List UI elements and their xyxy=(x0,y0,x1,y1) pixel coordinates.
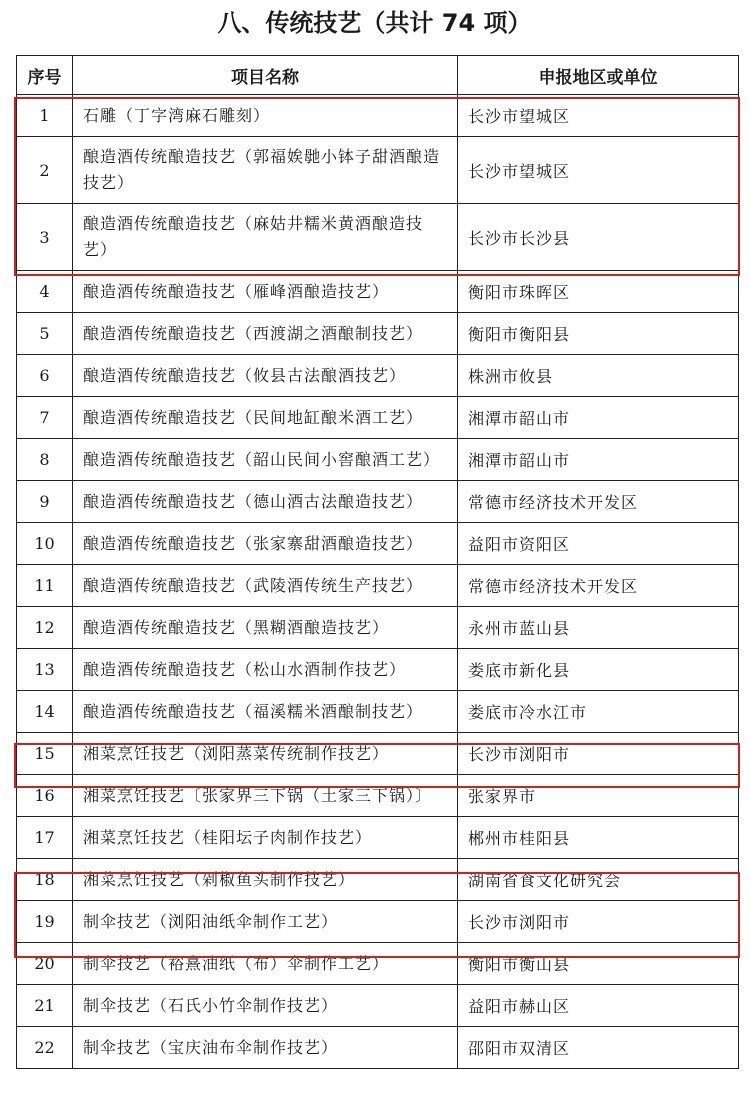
region-name: 衡阳市衡山县 xyxy=(458,943,739,985)
project-name: 制伞技艺（宝庆油布伞制作技艺） xyxy=(73,1027,458,1069)
row-number: 9 xyxy=(17,481,73,523)
row-number: 7 xyxy=(17,397,73,439)
project-name: 酿造酒传统酿造技艺（张家寨甜酒酿造技艺） xyxy=(73,523,458,565)
project-name: 酿造酒传统酿造技艺（攸县古法酿酒技艺） xyxy=(73,355,458,397)
row-number: 16 xyxy=(17,775,73,817)
region-name: 株洲市攸县 xyxy=(458,355,739,397)
region-name: 衡阳市珠晖区 xyxy=(458,271,739,313)
table-row xyxy=(17,439,739,481)
region-name: 湘潭市韶山市 xyxy=(458,439,739,481)
row-number: 13 xyxy=(17,649,73,691)
table-row xyxy=(17,523,739,565)
region-name: 邵阳市双清区 xyxy=(458,1027,739,1069)
project-name: 酿造酒传统酿造技艺（武陵酒传统生产技艺） xyxy=(73,565,458,607)
region-name: 湖南省食文化研究会 xyxy=(458,859,739,901)
row-number: 17 xyxy=(17,817,73,859)
region-name: 益阳市资阳区 xyxy=(458,523,739,565)
region-name: 郴州市桂阳县 xyxy=(458,817,739,859)
region-name: 长沙市长沙县 xyxy=(458,204,739,271)
table-row xyxy=(17,271,739,313)
region-name: 常德市经济技术开发区 xyxy=(458,481,739,523)
row-number: 8 xyxy=(17,439,73,481)
project-name: 酿造酒传统酿造技艺（松山水酒制作技艺） xyxy=(73,649,458,691)
row-number: 10 xyxy=(17,523,73,565)
table-row xyxy=(17,985,739,1027)
table-row xyxy=(17,607,739,649)
header-region: 申报地区或单位 xyxy=(458,56,739,95)
page-title: 八、传统技艺（共计 74 项） xyxy=(217,9,532,37)
region-name: 长沙市浏阳市 xyxy=(458,901,739,943)
row-number: 6 xyxy=(17,355,73,397)
table-row xyxy=(17,691,739,733)
project-name: 湘菜烹饪技艺〔张家界三下锅（土家三下锅）〕 xyxy=(73,775,458,817)
header-number: 序号 xyxy=(17,56,73,95)
row-number: 21 xyxy=(17,985,73,1027)
region-name: 湘潭市韶山市 xyxy=(458,397,739,439)
table-header-row xyxy=(17,56,739,95)
project-name: 石雕（丁字湾麻石雕刻） xyxy=(73,95,458,137)
row-number: 4 xyxy=(17,271,73,313)
row-number: 15 xyxy=(17,733,73,775)
row-number: 3 xyxy=(17,204,73,271)
project-name: 酿造酒传统酿造技艺（麻姑井糯米黄酒酿造技艺） xyxy=(73,204,458,271)
project-name: 湘菜烹饪技艺（浏阳蒸菜传统制作技艺） xyxy=(73,733,458,775)
row-number: 5 xyxy=(17,313,73,355)
region-name: 常德市经济技术开发区 xyxy=(458,565,739,607)
region-name: 永州市蓝山县 xyxy=(458,607,739,649)
table-row xyxy=(17,481,739,523)
table-row xyxy=(17,649,739,691)
region-name: 益阳市赫山区 xyxy=(458,985,739,1027)
highlight-box-rows-18-19 xyxy=(14,872,740,958)
highlight-box-row-15 xyxy=(14,743,740,788)
table-row xyxy=(17,565,739,607)
project-name: 湘菜烹饪技艺（剁椒鱼头制作技艺） xyxy=(73,859,458,901)
row-number: 20 xyxy=(17,943,73,985)
table-row xyxy=(17,817,739,859)
project-name: 酿造酒传统酿造技艺（雁峰酒酿造技艺） xyxy=(73,271,458,313)
row-number: 19 xyxy=(17,901,73,943)
project-name: 湘菜烹饪技艺（桂阳坛子肉制作技艺） xyxy=(73,817,458,859)
row-number: 1 xyxy=(17,95,73,137)
project-name: 酿造酒传统酿造技艺（德山酒古法酿造技艺） xyxy=(73,481,458,523)
row-number: 14 xyxy=(17,691,73,733)
row-number: 11 xyxy=(17,565,73,607)
row-number: 18 xyxy=(17,859,73,901)
project-name: 酿造酒传统酿造技艺（福溪糯米酒酿制技艺） xyxy=(73,691,458,733)
row-number: 12 xyxy=(17,607,73,649)
project-name: 制伞技艺（裕熹油纸（布）伞制作工艺） xyxy=(73,943,458,985)
row-number: 22 xyxy=(17,1027,73,1069)
region-name: 衡阳市衡阳县 xyxy=(458,313,739,355)
project-name: 酿造酒传统酿造技艺（黑糊酒酿造技艺） xyxy=(73,607,458,649)
row-number: 2 xyxy=(17,137,73,204)
table-row xyxy=(17,397,739,439)
project-name: 酿造酒传统酿造技艺（民间地缸酿米酒工艺） xyxy=(73,397,458,439)
region-name: 娄底市新化县 xyxy=(458,649,739,691)
project-name: 酿造酒传统酿造技艺（郭福娭毑小钵子甜酒酿造技艺） xyxy=(73,137,458,204)
highlight-box-rows-1-3 xyxy=(14,97,740,276)
region-name: 张家界市 xyxy=(458,775,739,817)
project-name: 制伞技艺（石氏小竹伞制作技艺） xyxy=(73,985,458,1027)
table-row xyxy=(17,313,739,355)
region-name: 长沙市望城区 xyxy=(458,137,739,204)
region-name: 长沙市浏阳市 xyxy=(458,733,739,775)
region-name: 娄底市冷水江市 xyxy=(458,691,739,733)
table-row xyxy=(17,355,739,397)
region-name: 长沙市望城区 xyxy=(458,95,739,137)
project-name: 制伞技艺（浏阳油纸伞制作工艺） xyxy=(73,901,458,943)
header-project-name: 项目名称 xyxy=(73,56,458,95)
table-row xyxy=(17,1027,739,1069)
project-name: 酿造酒传统酿造技艺（韶山民间小窖酿酒工艺） xyxy=(73,439,458,481)
project-name: 酿造酒传统酿造技艺（西渡湖之酒酿制技艺） xyxy=(73,313,458,355)
